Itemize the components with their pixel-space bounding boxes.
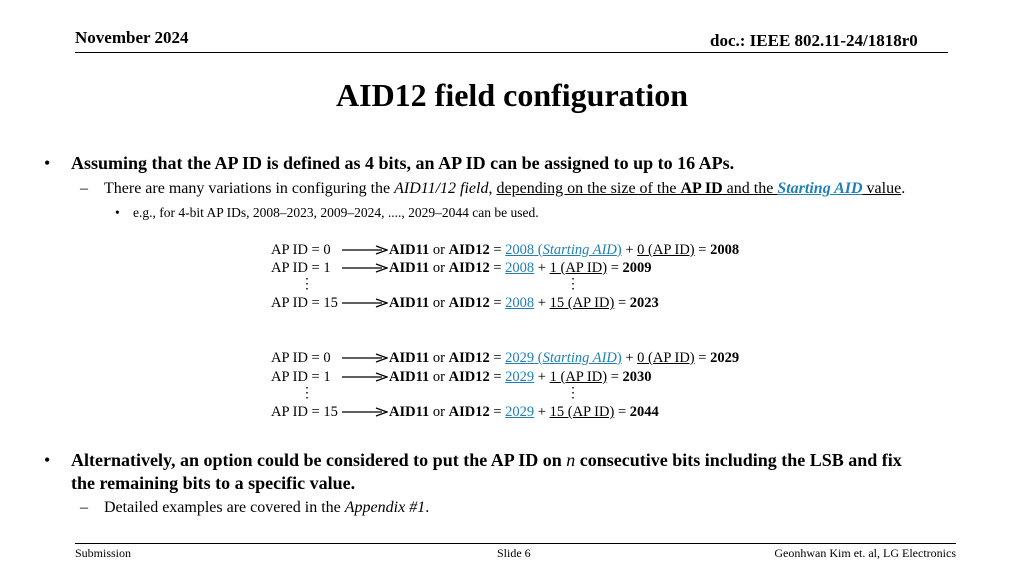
footer-author: Geonhwan Kim et. al, LG Electronics	[774, 546, 956, 560]
formula-row: AID11 or AID12 = 2008 + 15 (AP ID) = 2023	[389, 295, 659, 311]
arrow-icon	[342, 263, 388, 273]
arrow-icon	[342, 245, 388, 255]
arrow-icon	[342, 298, 388, 308]
slide-title: AID12 field configuration	[336, 77, 688, 113]
arrow-icon	[342, 353, 388, 363]
starting-aid-value: 2008	[505, 260, 535, 276]
bullet-1-text: Assuming that the AP ID is defined as 4 bits, an AP ID can be assigned to up to 16 APs.	[71, 153, 735, 173]
aid-result: 2029	[710, 350, 740, 366]
aid-result: 2023	[629, 295, 659, 311]
bullet-2-line-2: the remaining bits to a specific value.	[71, 473, 356, 493]
formula-row: AID11 or AID12 = 2029 + 15 (AP ID) = 2044	[389, 404, 659, 420]
aid-result: 2008	[710, 242, 740, 258]
ap-id-label: AP ID = 0	[271, 350, 331, 366]
aid-field-name: AID11/12 field	[394, 180, 489, 197]
header-rule	[75, 52, 948, 53]
ap-id-label: AP ID = 15	[271, 404, 338, 420]
footer-submission: Submission	[75, 546, 132, 560]
ap-id-term: 0 (AP ID)	[637, 242, 695, 258]
arrow-icon	[342, 372, 388, 382]
ap-id-term: 1 (AP ID)	[549, 260, 608, 276]
header-date: November 2024	[75, 28, 189, 47]
bullet-marker: •	[44, 450, 51, 470]
starting-aid-value: 2029	[505, 369, 535, 385]
vertical-ellipsis: ⋮	[566, 386, 580, 401]
vertical-ellipsis: ⋮	[300, 386, 314, 401]
sub-bullet-marker: –	[80, 499, 88, 516]
sub-sub-bullet-marker: •	[115, 205, 120, 220]
aid-result: 2044	[629, 404, 659, 420]
vertical-ellipsis: ⋮	[566, 277, 580, 292]
ap-id-label: AP ID = 15	[271, 295, 338, 311]
sub-bullet-marker: –	[80, 180, 88, 197]
sub-sub-bullet-text: e.g., for 4-bit AP IDs, 2008–2023, 2009–2024, ...., 2029–2044 can be used.	[133, 205, 539, 220]
vertical-ellipsis: ⋮	[300, 277, 314, 292]
n-variable: n	[566, 450, 576, 470]
starting-aid-value: 2029 (Starting AID)	[505, 350, 622, 366]
ap-id-term: AP ID	[680, 180, 723, 197]
aid-result: 2009	[622, 260, 652, 276]
starting-aid-value: 2008	[505, 295, 535, 311]
formula-row: AID11 or AID12 = 2008 (Starting AID) + 0 (AP ID) = 2008	[389, 242, 740, 258]
bullet-marker: •	[44, 153, 51, 173]
starting-aid-value: 2008 (Starting AID)	[505, 242, 622, 258]
starting-aid-link[interactable]: Starting AID	[777, 180, 863, 197]
sub-text-1: There are many variations in configuring the	[104, 180, 395, 197]
sub-bullet-1	[104, 180, 905, 198]
ap-id-label: AP ID = 0	[271, 242, 331, 258]
ap-id-term: 15 (AP ID)	[549, 404, 615, 420]
ap-id-term: 1 (AP ID)	[549, 369, 608, 385]
formula-row: AID11 or AID12 = 2029 + 1 (AP ID) = 2030	[389, 369, 652, 385]
sub-period: .	[901, 180, 906, 197]
starting-aid-value: 2029	[505, 404, 535, 420]
sub-underlined-text: depending on the size of the AP ID and the Starting AID value	[496, 180, 902, 197]
sub-bullet-2: Detailed examples are covered in the Appendix #1.	[104, 499, 430, 516]
formula-row: AID11 or AID12 = 2029 (Starting AID) + 0 (AP ID) = 2029	[389, 350, 740, 366]
ap-id-label: AP ID = 1	[271, 260, 331, 276]
bullet-2-line-1: Alternatively, an option could be considered to put the AP ID on n consecutive bits including the LSB and fix	[71, 450, 902, 470]
sub-comma: ,	[488, 180, 497, 197]
ap-id-label: AP ID = 1	[271, 369, 331, 385]
ap-id-term: 15 (AP ID)	[549, 295, 615, 311]
ap-id-term: 0 (AP ID)	[637, 350, 695, 366]
appendix-ref: Appendix #1	[344, 499, 426, 516]
footer-rule	[75, 543, 956, 544]
arrow-icon	[342, 407, 388, 417]
footer-slide-number: Slide 6	[497, 546, 531, 560]
header-doc-id: doc.: IEEE 802.11-24/1818r0	[710, 31, 918, 50]
formula-row: AID11 or AID12 = 2008 + 1 (AP ID) = 2009	[389, 260, 652, 276]
aid-result: 2030	[622, 369, 652, 385]
